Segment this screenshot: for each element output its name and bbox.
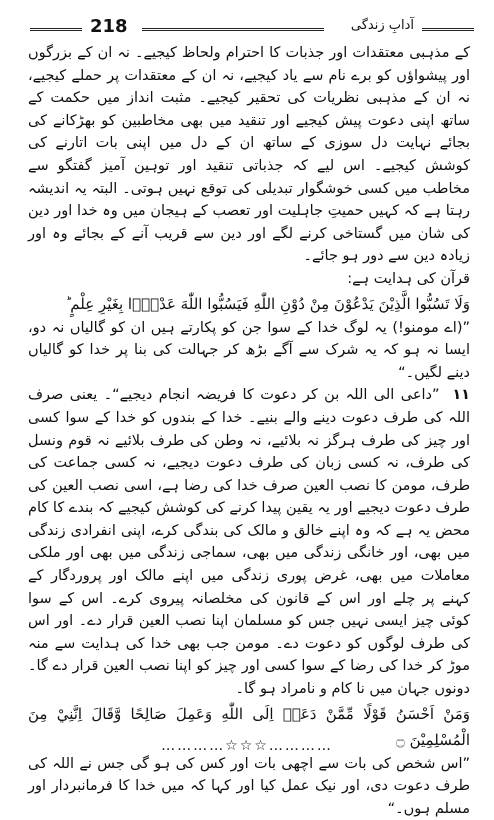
translation-1: ”(اے مومنو!) یہ لوگ خدا کے سوا جن کو پکارتے ہیں ان کو گالیاں نہ دو، ایسا نہ ہو کہ یہ شرک سے آگے بڑھ کر جہالت کی بنا پر خدا کو گالیاں دینے لگیں۔“ [28, 319, 470, 381]
header-rule-middle [142, 28, 324, 31]
running-title: آدابِ زندگی [350, 18, 414, 33]
page-header [30, 12, 474, 42]
ayah-1: وَلَا تَسُبُّوا الَّذِيْنَ يَدْعُوْنَ مِنْ دُوْنِ اللّٰهِ فَيَسُبُّوا اللّٰهَ عَدْوًۢا بِغَيْرِ عِلْمٍ ؕ [65, 294, 470, 313]
header-rule-left [30, 28, 82, 31]
end-ornament: …………☆☆☆………… [161, 738, 333, 754]
paragraph-1: کے مذہبی معتقدات اور جذبات کا احترام ولحاظ کیجیے۔ نہ ان کے بزرگوں اور پیشواؤں کو برے نام سے یاد کیجیے، نہ ان کے معتقدات پر حملے کیجیے، نہ ان کے مذہبی نظریات کی تحقیر کیجیے۔ مثبت انداز میں حکمت کے ساتھ اپنی دعوت پیش کیجیے اور تنقید میں بھی مخاطبین کو بھڑکانے کی بجائے نہایت دل سوزی کے ساتھ ان کے دل میں اپنی بات اتارنے کی کوشش کیجیے۔ اس لیے کہ جذباتی تنقید اور توہین آمیز گفتگو سے مخاطب میں کسی خوشگوار تبدیلی کی توقع نہیں ہوتی۔ البتہ یہ اندیشہ رہتا ہے کہ کہیں حمیتِ جاہلیت اور تعصب کے ہیجان میں وہ خدا اور دین کی شان میں گستاخی کرنے لگے اور دین سے قریب آنے کے بجائے وہ اور زیادہ دین سے دور ہو جائے۔ [28, 45, 470, 265]
paragraph-2 [28, 384, 470, 700]
page-number: 218 [90, 16, 128, 37]
translation-2: ”اس شخص کی بات سے اچھی بات اور کس کی ہو گی جس نے اللہ کی طرف دعوت دی، اور نیک عمل کیا اور کہا کہ میں خدا کا فرمانبردار اور مسلم ہوں۔“ [28, 755, 470, 817]
section-number: ١١ [452, 387, 471, 404]
header-rule-right [422, 28, 474, 31]
page-body [28, 42, 470, 820]
ayah-2: وَمَنْ اَحْسَنُ قَوْلًا مِّمَّنْ دَعَاۤ اِلَى اللّٰهِ وَعَمِلَ صَالِحًا وَّقَالَ اِنَّنِيْ مِنَ الْمُسْلِمِيْنَ ۝ [28, 704, 470, 749]
paragraph-2-text: ”داعی الی اللہ بن کر دعوت کا فریضہ انجام دیجیے“۔ یعنی صرف اللہ کی طرف دعوت دینے والے بنیے۔ خدا کے بندوں کو خدا کے سوا کسی اور چیز کی طرف ہرگز نہ بلائیے، نہ وطن کی طرف بلائیے نہ قوم ونسل کی طرف، نہ کسی زبان کی طرف دعوت دیجیے، نہ کسی جماعت کی طرف، مومن کا نصب العین صرف خدا کی رضا ہے، اسی نصب العین کی طرف دعوت دیجیے اور یہ یقین پیدا کرنے کی کوشش کیجیے کہ بندے کا کام محض یہ ہے کہ وہ اپنے خالق و مالک کی بندگی کرے، اپنی انفرادی زندگی میں بھی، اور خانگی زندگی میں بھی، سماجی زندگی میں بھی اور ملکی معاملات میں بھی، غرض پوری زندگی میں اپنے مالک اور پروردگار کے کہنے پر چلے اور اس کے قانون کی مخلصانہ پیروی کرے۔ اس کے سوا کوئی چیز ایسی نہیں جس کو مسلمان اپنا نصب العین قرار دے۔ اور اس کی طرف لوگوں کو دعوت دے۔ مومن جب بھی خدا کی ہدایت سے منہ موڑ کر خدا کی رضا کے سوا کسی اور چیز کو اپنا نصب العین قرار دے گا۔ دونوں جہان میں نا کام و نامراد ہو گا۔ [28, 387, 470, 698]
quran-label: قرآن کی ہدایت ہے: [347, 270, 470, 287]
